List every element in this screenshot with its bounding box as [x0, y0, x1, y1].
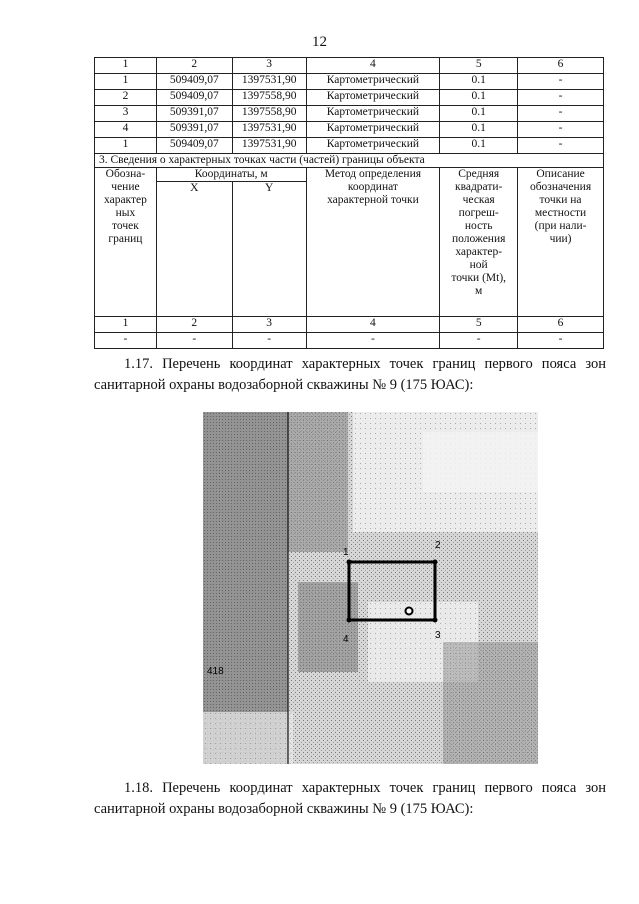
- x-coordinate: 509391,07: [156, 106, 232, 122]
- boundary-point: [347, 560, 352, 565]
- column-number: 6: [518, 317, 604, 333]
- point-number: 3: [95, 106, 157, 122]
- dash-cell: -: [95, 333, 157, 349]
- map-side-label: 418: [207, 666, 224, 677]
- map-svg: [203, 412, 538, 764]
- header-cell: 2: [156, 58, 232, 74]
- header-cell: 4: [306, 58, 440, 74]
- coordinates-table: [94, 57, 604, 349]
- table-row: [95, 122, 604, 138]
- paragraph-text: 1.17. Перечень координат характерных точек границ первого пояса зон санитарной охраны водозаборной скважины № 9 (175 ЮАС):: [94, 356, 606, 393]
- paragraph-1-17: [94, 354, 606, 396]
- header-cell: 3: [232, 58, 306, 74]
- y-coordinate: 1397558,90: [232, 90, 306, 106]
- point-label-2: 2: [435, 540, 441, 551]
- boundary-point: [433, 618, 438, 623]
- column-number: 3: [232, 317, 306, 333]
- column-number: 2: [156, 317, 232, 333]
- table-row: [95, 90, 604, 106]
- point-label-3: 3: [435, 630, 441, 641]
- well-marker: [406, 608, 413, 615]
- dash-cell: -: [156, 333, 232, 349]
- error-cell: 0.1: [440, 74, 518, 90]
- coordinates-header: Координаты, м: [156, 168, 306, 182]
- table-row: [95, 138, 604, 154]
- y-coordinate: 1397531,90: [232, 138, 306, 154]
- x-coordinate: 509409,07: [156, 138, 232, 154]
- y-coordinate: 1397531,90: [232, 122, 306, 138]
- header-cell: 5: [440, 58, 518, 74]
- empty-data-row: [95, 333, 604, 349]
- method-cell: Картометрический: [306, 74, 440, 90]
- method-cell: Картометрический: [306, 138, 440, 154]
- header-cell: 6: [518, 58, 604, 74]
- section-row: [95, 154, 604, 168]
- description-cell: -: [518, 138, 604, 154]
- boundary-point: [347, 618, 352, 623]
- column-number: 1: [95, 317, 157, 333]
- point-number: 1: [95, 138, 157, 154]
- error-cell: 0.1: [440, 138, 518, 154]
- method-cell: Картометрический: [306, 122, 440, 138]
- boundary-point: [433, 560, 438, 565]
- point-number: 4: [95, 122, 157, 138]
- column-number: 4: [306, 317, 440, 333]
- description-cell: -: [518, 90, 604, 106]
- column-number: 5: [440, 317, 518, 333]
- error-header: Средняя квадрати- ческая погреш- ность положения характер- ной точки (Mt), м: [440, 168, 518, 317]
- table-row: [95, 74, 604, 90]
- error-cell: 0.1: [440, 90, 518, 106]
- x-coordinate: 509409,07: [156, 74, 232, 90]
- x-coordinate: 509409,07: [156, 90, 232, 106]
- dash-cell: -: [440, 333, 518, 349]
- method-cell: Картометрический: [306, 106, 440, 122]
- dash-cell: -: [518, 333, 604, 349]
- description-header: Описание обозначения точки на местности (при нали- чии): [518, 168, 604, 317]
- dash-cell: -: [306, 333, 440, 349]
- page-number: 12: [312, 34, 327, 50]
- table-header-row: [95, 58, 604, 74]
- x-header: X: [156, 182, 232, 317]
- error-cell: 0.1: [440, 122, 518, 138]
- point-number: 2: [95, 90, 157, 106]
- table-row: [95, 106, 604, 122]
- description-cell: -: [518, 74, 604, 90]
- description-cell: -: [518, 122, 604, 138]
- section-header-row: [95, 168, 604, 182]
- paragraph-1-18: [94, 778, 606, 820]
- point-designation-header: Обозна- чение характер ных точек границ: [95, 168, 157, 317]
- site-map-image: [203, 412, 538, 764]
- section-title: 3. Сведения о характерных точках части (частей) границы объекта: [95, 154, 604, 168]
- y-coordinate: 1397558,90: [232, 106, 306, 122]
- column-number-row: [95, 317, 604, 333]
- paragraph-text: 1.18. Перечень координат характерных точек границ первого пояса зон санитарной охраны водозаборной скважины № 9 (175 ЮАС):: [94, 780, 606, 817]
- error-cell: 0.1: [440, 106, 518, 122]
- dash-cell: -: [232, 333, 306, 349]
- method-cell: Картометрический: [306, 90, 440, 106]
- method-header: Метод определения координат характерной точки: [306, 168, 440, 317]
- point-label-1: 1: [343, 547, 349, 558]
- point-label-4: 4: [343, 634, 349, 645]
- y-coordinate: 1397531,90: [232, 74, 306, 90]
- point-number: 1: [95, 74, 157, 90]
- description-cell: -: [518, 106, 604, 122]
- x-coordinate: 509391,07: [156, 122, 232, 138]
- header-cell: 1: [95, 58, 157, 74]
- y-header: Y: [232, 182, 306, 317]
